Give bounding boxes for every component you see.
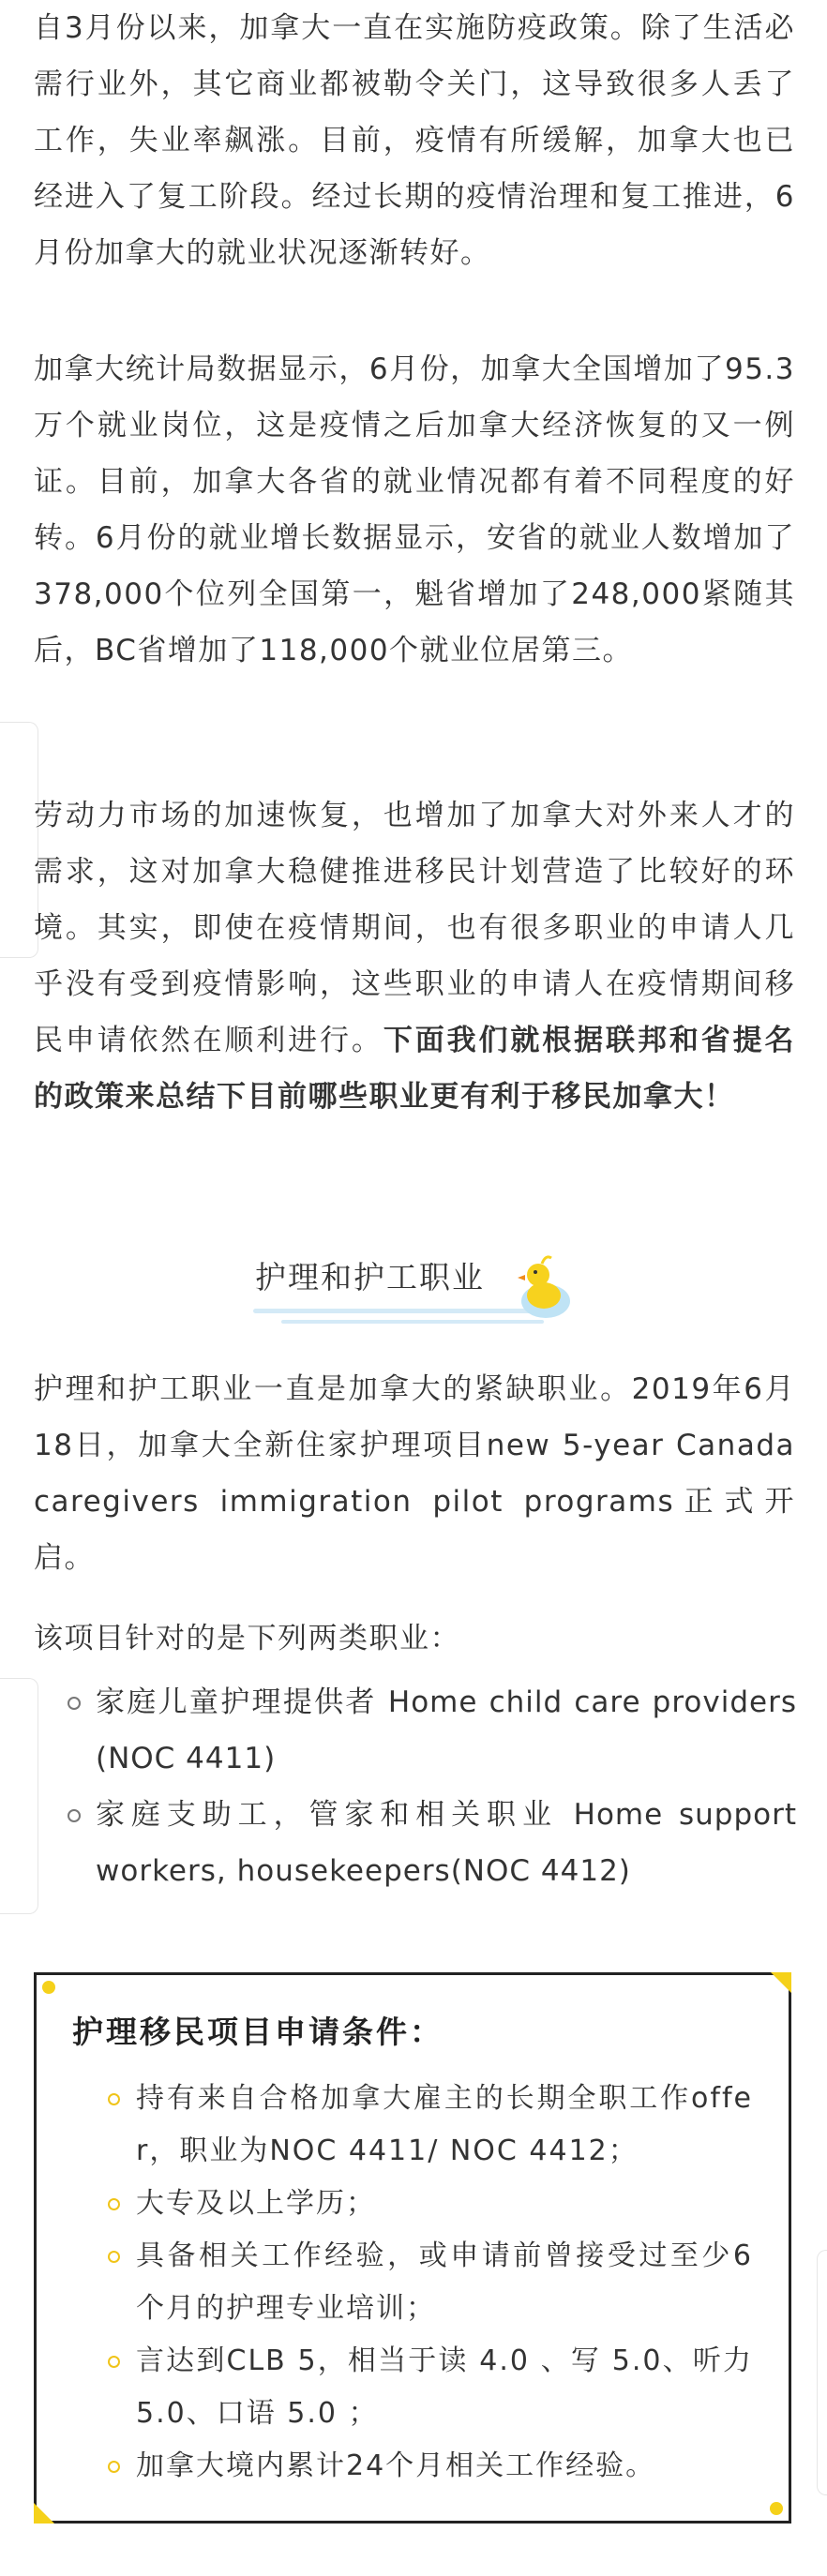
list-item (106, 2230, 753, 2335)
bullet-icon (108, 2198, 120, 2210)
bullet-icon (68, 1809, 81, 1822)
list-item (66, 1787, 797, 1899)
duck-icon (514, 1247, 572, 1322)
paragraph-labor-market (34, 787, 795, 1125)
bullet-icon (68, 1697, 81, 1710)
right-edge-mark (817, 2250, 827, 2495)
occupation-list (66, 1674, 797, 1899)
bullet-icon (108, 2356, 120, 2368)
paragraph-caregivers: 护理和护工职业一直是加拿大的紧缺职业。2019年6月18日，加拿大全新住家护理项目new 5-year Canada caregivers immigration pilot programs正式开启。 (34, 1372, 795, 1575)
requirements-title: 护理移民项目申请条件： (72, 2014, 444, 2050)
corner-triangle-icon (771, 1972, 791, 1993)
paragraph-intro: 自3月份以来，加拿大一直在实施防疫政策。除了生活必需行业外，其它商业都被勒令关门，这导致很多人丢了工作，失业率飙涨。目前，疫情有所缓解，加拿大也已经进入了复工阶段。经过长期的疫情治理和复工推进，6月份加拿大的就业状况逐渐转好。 (34, 11, 795, 270)
requirement-text: 加拿大境内累计24个月相关工作经验。 (136, 2449, 656, 2482)
corner-dot-icon (770, 2502, 783, 2515)
bullet-icon (108, 2251, 120, 2263)
occupation-label: 家庭儿童护理提供者 Home child care providers (NOC 4411) (96, 1685, 797, 1775)
paragraph-target-occupations: 该项目针对的是下列两类职业： (34, 1622, 460, 1655)
heading-underline-secondary (281, 1320, 544, 1324)
requirement-text: 言达到CLB 5，相当于读 4.0 、写 5.0、听力 5.0、口语 5.0 ； (136, 2344, 753, 2430)
corner-dot-icon (42, 1981, 55, 1994)
requirements-box (34, 1972, 791, 2524)
list-item (66, 1674, 797, 1787)
list-item (106, 2440, 753, 2493)
requirement-text: 持有来自合格加拿大雇主的长期全职工作offer，职业为NOC 4411/ NOC 4412； (136, 2082, 753, 2167)
paragraph-labor-market-text: 劳动力市场的加速恢复，也增加了加拿大对外来人才的需求，这对加拿大稳健推进移民计划营造了比较好的环境。其实，即使在疫情期间，也有很多职业的申请人几乎没有受到疫情影响，这些职业的申请人在疫情期间移民申请依然在顺利进行。 (34, 799, 795, 1057)
list-item (106, 2335, 753, 2440)
list-item (106, 2073, 753, 2178)
requirements-list (106, 2073, 753, 2493)
section-heading (0, 1247, 827, 1340)
bullet-icon (108, 2461, 120, 2473)
section-heading-text: 护理和护工职业 (255, 1259, 485, 1295)
left-edge-mark-2 (0, 1678, 38, 1914)
occupation-label: 家庭支助工，管家和相关职业 Home support workers, housekeepers(NOC 4412) (96, 1798, 797, 1888)
requirement-text: 大专及以上学历； (136, 2187, 376, 2220)
corner-triangle-icon (34, 2503, 54, 2524)
left-edge-mark-1 (0, 722, 38, 958)
paragraph-labor-market-bold: 下面我们就根据联邦和省提名的政策来总结下目前哪些职业更有利于移民加拿大！ (34, 1024, 796, 1114)
requirement-text: 具备相关工作经验，或申请前曾接受过至少6个月的护理专业培训； (136, 2239, 753, 2325)
bullet-icon (108, 2093, 120, 2105)
list-item (106, 2178, 753, 2230)
paragraph-statistics: 加拿大统计局数据显示，6月份，加拿大全国增加了95.3万个就业岗位，这是疫情之后加拿大经济恢复的又一例证。目前，加拿大各省的就业情况都有着不同程度的好转。6月份的就业增长数据显示，安省的就业人数增加了378,000个位列全国第一，魁省增加了248,000紧随其后，BC省增加了118,000个就业位居第三。 (34, 352, 795, 667)
